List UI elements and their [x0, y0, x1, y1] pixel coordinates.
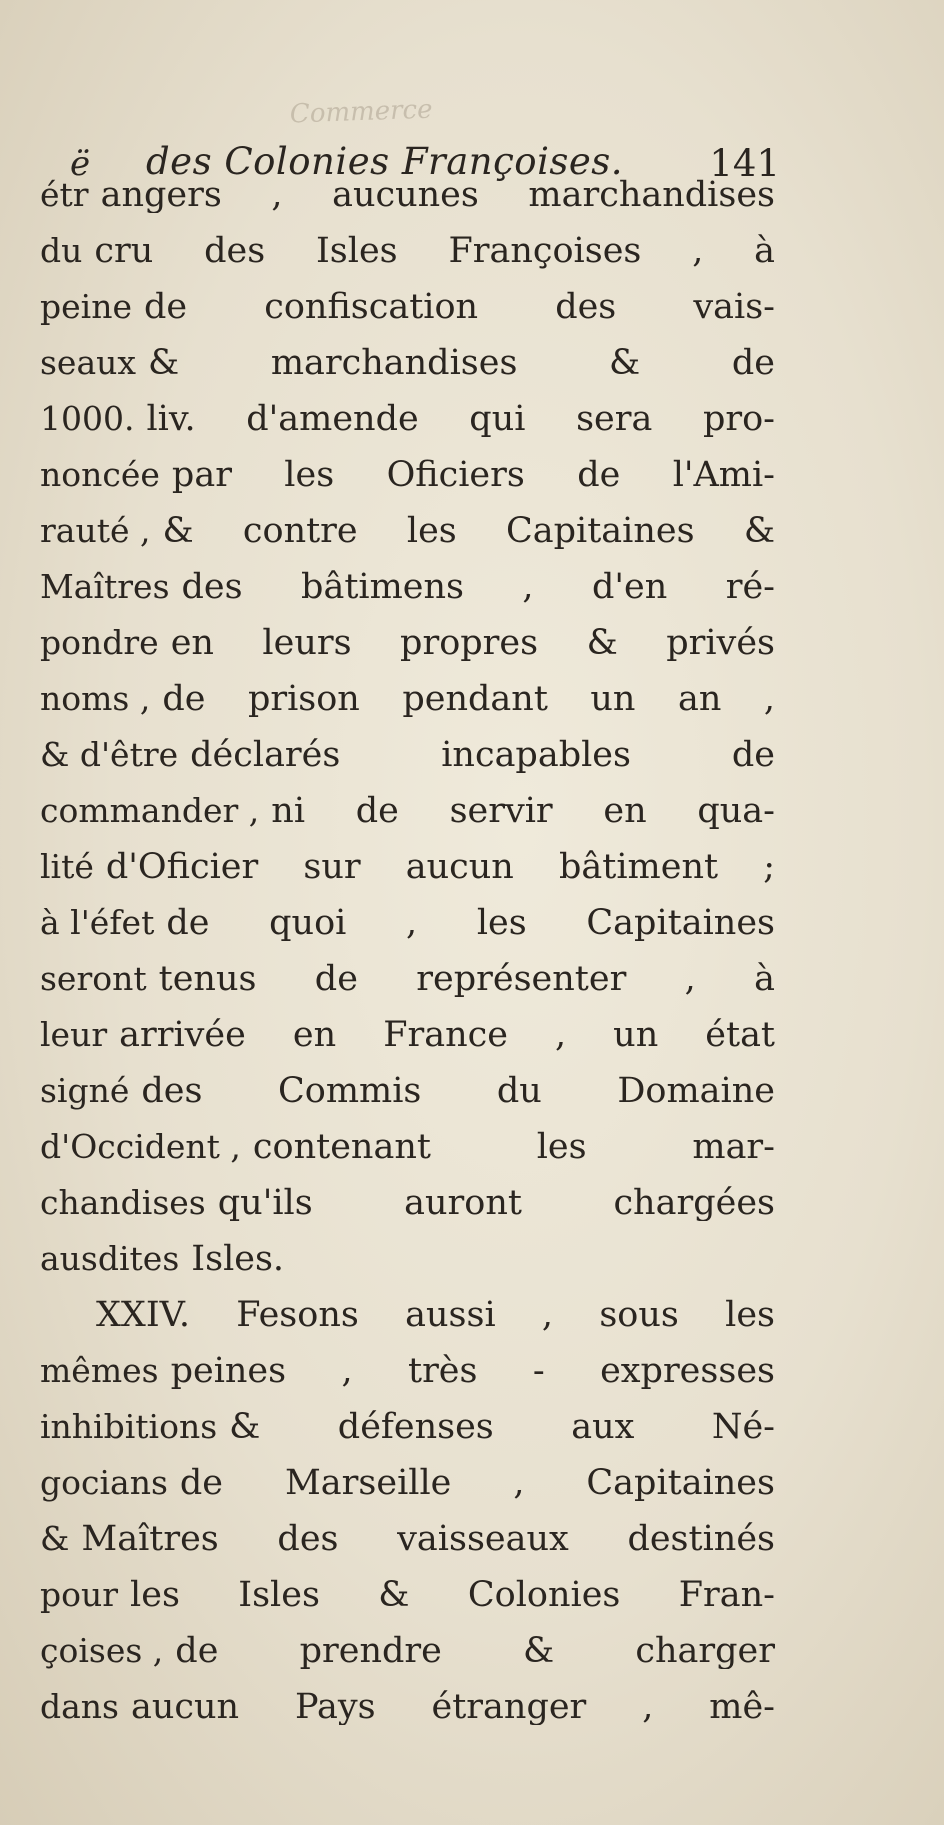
text-line	[40, 1071, 775, 1110]
line-prefix: & d'être	[40, 735, 179, 774]
line-text: de confiscation des vais-	[144, 290, 775, 325]
line-text: de prendre & charger	[175, 1634, 775, 1669]
text-line	[40, 1127, 775, 1166]
text-line	[40, 1407, 775, 1446]
text-line	[40, 455, 775, 494]
line-prefix: chandises	[40, 1183, 206, 1222]
line-text: qu'ils auront chargées	[217, 1186, 775, 1221]
line-prefix: &	[40, 1519, 70, 1558]
line-text: de quoi , les Capitaines	[166, 906, 775, 941]
line-text: aucun Pays étranger , mê-	[131, 1690, 775, 1725]
text-line	[40, 175, 775, 214]
line-text: & contre les Capitaines &	[162, 514, 775, 549]
line-prefix: seaux	[40, 343, 137, 382]
line-prefix: d'Occident ,	[40, 1127, 241, 1166]
line-prefix: étr	[40, 175, 89, 214]
text-line	[40, 1687, 775, 1726]
text-line	[40, 735, 775, 774]
line-prefix: inhibitions	[40, 1407, 218, 1446]
line-prefix: çoises ,	[40, 1631, 164, 1670]
line-prefix: seront	[40, 959, 147, 998]
text-line	[40, 1631, 775, 1670]
line-text: ni de servir en qua-	[271, 794, 775, 829]
text-line	[40, 1015, 775, 1054]
line-text: les Isles & Colonies Fran-	[130, 1578, 775, 1613]
text-line	[40, 231, 775, 270]
line-text: déclarés incapables de	[190, 738, 775, 773]
page-number: 141	[709, 142, 780, 185]
running-title: des Colonies Françoises.	[146, 140, 624, 183]
line-text: Maîtres des vaisseaux destinés	[81, 1522, 775, 1557]
text-line	[40, 287, 775, 326]
header-marker: ë	[70, 144, 91, 184]
line-text: de Marseille , Capitaines	[179, 1466, 775, 1501]
text-line	[40, 343, 775, 382]
text-line	[40, 623, 775, 662]
line-text: en leurs propres & privés	[170, 626, 775, 661]
line-prefix: 1000.	[40, 399, 135, 438]
line-text: angers , aucunes marchandises	[100, 178, 775, 213]
line-text: d'Oficier sur aucun bâtiment ;	[105, 850, 775, 885]
line-text: & marchandises & de	[148, 346, 775, 381]
text-line	[40, 791, 775, 830]
line-prefix: mêmes	[40, 1351, 159, 1390]
line-prefix: noms ,	[40, 679, 151, 718]
line-prefix: noncée	[40, 455, 160, 494]
text-line	[40, 1575, 775, 1614]
line-text: peines , très - expresses	[170, 1354, 775, 1389]
line-text: tenus de représenter , à	[158, 962, 775, 997]
text-line	[40, 1183, 775, 1222]
line-prefix: commander ,	[40, 791, 260, 830]
text-line	[40, 399, 775, 438]
text-line	[40, 1239, 775, 1278]
text-line	[40, 1519, 775, 1558]
line-prefix: leur	[40, 1015, 108, 1054]
line-prefix: pour	[40, 1575, 119, 1614]
bleed-through-text: Commerce	[289, 94, 433, 130]
line-prefix: lité	[40, 847, 94, 886]
line-text: arrivée en France , un état	[119, 1018, 775, 1053]
text-line	[40, 959, 775, 998]
text-line	[40, 1351, 775, 1390]
line-prefix: rauté ,	[40, 511, 151, 550]
line-prefix: dans	[40, 1687, 119, 1726]
text-line	[40, 847, 775, 886]
line-text: & défenses aux Né-	[229, 1410, 775, 1445]
line-prefix: Maîtres	[40, 567, 170, 606]
text-line	[40, 1463, 775, 1502]
line-text: contenant les mar-	[252, 1130, 775, 1165]
line-text: par les Oficiers de l'Ami-	[171, 458, 775, 493]
text-line	[40, 679, 775, 718]
line-prefix: gocians	[40, 1463, 168, 1502]
text-line	[40, 1298, 775, 1333]
line-prefix: peine	[40, 287, 132, 326]
line-prefix: à l'éfet	[40, 903, 155, 942]
line-text: de prison pendant un an ,	[162, 682, 775, 717]
text-line	[40, 567, 775, 606]
line-text: des Commis du Domaine	[141, 1074, 775, 1109]
line-prefix: du	[40, 231, 83, 270]
line-text: liv. d'amende qui sera pro-	[146, 402, 775, 437]
line-text: Isles.	[191, 1242, 285, 1277]
line-text: XXIV. Fesons aussi , sous les	[96, 1298, 775, 1333]
line-prefix: signé	[40, 1071, 130, 1110]
line-prefix: pondre	[40, 623, 159, 662]
text-line	[40, 511, 775, 550]
line-prefix: ausdites	[40, 1239, 180, 1278]
text-line	[40, 903, 775, 942]
line-text: des bâtimens , d'en ré-	[181, 570, 775, 605]
line-text: cru des Isles Françoises , à	[94, 234, 775, 269]
